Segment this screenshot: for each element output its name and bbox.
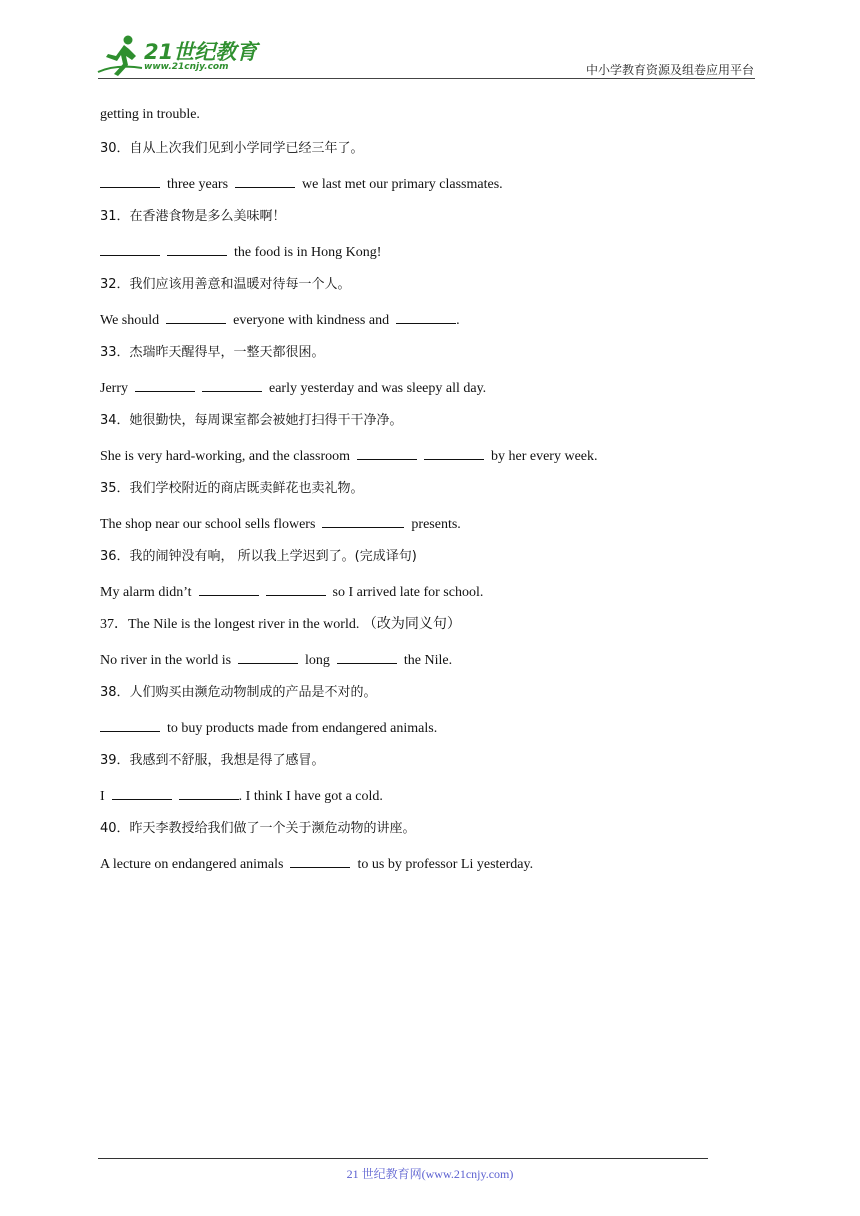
logo [96, 34, 266, 78]
question-34-prompt: 34．她很勤快，每周课室都会被她打扫得干干净净。 [100, 413, 403, 428]
logo-url: www.21cnjy.com [144, 62, 229, 72]
answer-blank[interactable] [135, 377, 195, 392]
question-31-prompt: 31．在香港食物是多么美味啊！ [100, 209, 286, 224]
question-34-answer: She is very hard-working, and the classroom by her every week. [100, 445, 760, 465]
question-31-answer: the food is in Hong Kong! [100, 241, 760, 261]
footer-link[interactable]: 21 世纪教育网(www.21cnjy.com) [346, 1167, 514, 1181]
question-35-answer: The shop near our school sells flowers presents. [100, 513, 760, 533]
answer-blank[interactable] [202, 377, 262, 392]
question-37-prompt: 37．The Nile is the longest river in the world. （改为同义句） [100, 617, 461, 632]
answer-blank[interactable] [266, 581, 326, 596]
question-37-answer: No river in the world is long the Nile. [100, 649, 760, 669]
footer-divider [98, 1158, 708, 1159]
logo-text: 21世纪教育 [144, 40, 258, 64]
answer-blank[interactable] [357, 445, 417, 460]
page-header [0, 0, 860, 90]
answer-blank[interactable] [167, 241, 227, 256]
question-33-answer: Jerry early yesterday and was sleepy all day. [100, 377, 760, 397]
question-33-prompt: 33．杰瑞昨天醒得早，一整天都很困。 [100, 345, 325, 360]
question-36-answer: My alarm didn’t so I arrived late for school. [100, 581, 760, 601]
runner-logo-icon [96, 34, 144, 78]
question-30-answer: three years we last met our primary classmates. [100, 173, 760, 193]
question-39-prompt: 39．我感到不舒服，我想是得了感冒。 [100, 753, 325, 768]
question-40-prompt: 40．昨天李教授给我们做了一个关于濒危动物的讲座。 [100, 821, 416, 836]
answer-blank[interactable] [235, 173, 295, 188]
answer-blank[interactable] [199, 581, 259, 596]
answer-blank[interactable] [100, 241, 160, 256]
question-39-answer: I . I think I have got a cold. [100, 785, 760, 805]
question-38-prompt: 38．人们购买由濒危动物制成的产品是不对的。 [100, 685, 377, 700]
header-divider [98, 78, 755, 79]
header-platform-text: 中小学教育资源及组卷应用平台 [585, 63, 754, 77]
question-35-prompt: 35．我们学校附近的商店既卖鲜花也卖礼物。 [100, 481, 364, 496]
answer-blank[interactable] [424, 445, 484, 460]
answer-blank[interactable] [290, 853, 350, 868]
question-32-prompt: 32．我们应该用善意和温暖对待每一个人。 [100, 277, 351, 292]
answer-blank[interactable] [179, 785, 239, 800]
answer-blank[interactable] [112, 785, 172, 800]
question-list [100, 105, 760, 873]
answer-blank[interactable] [100, 717, 160, 732]
text-line: getting in trouble. [100, 107, 200, 122]
question-38-answer: to buy products made from endangered animals. [100, 717, 760, 737]
question-40-answer: A lecture on endangered animals to us by professor Li yesterday. [100, 853, 760, 873]
answer-blank[interactable] [337, 649, 397, 664]
answer-blank[interactable] [166, 309, 226, 324]
answer-blank[interactable] [100, 173, 160, 188]
question-36-prompt: 36．我的闹钟没有响， 所以我上学迟到了。(完成译句) [100, 549, 417, 564]
question-32-answer: We should everyone with kindness and . [100, 309, 760, 329]
answer-blank[interactable] [396, 309, 456, 324]
answer-blank[interactable] [322, 513, 404, 528]
question-30-prompt: 30．自从上次我们见到小学同学已经三年了。 [100, 141, 364, 156]
answer-blank[interactable] [238, 649, 298, 664]
